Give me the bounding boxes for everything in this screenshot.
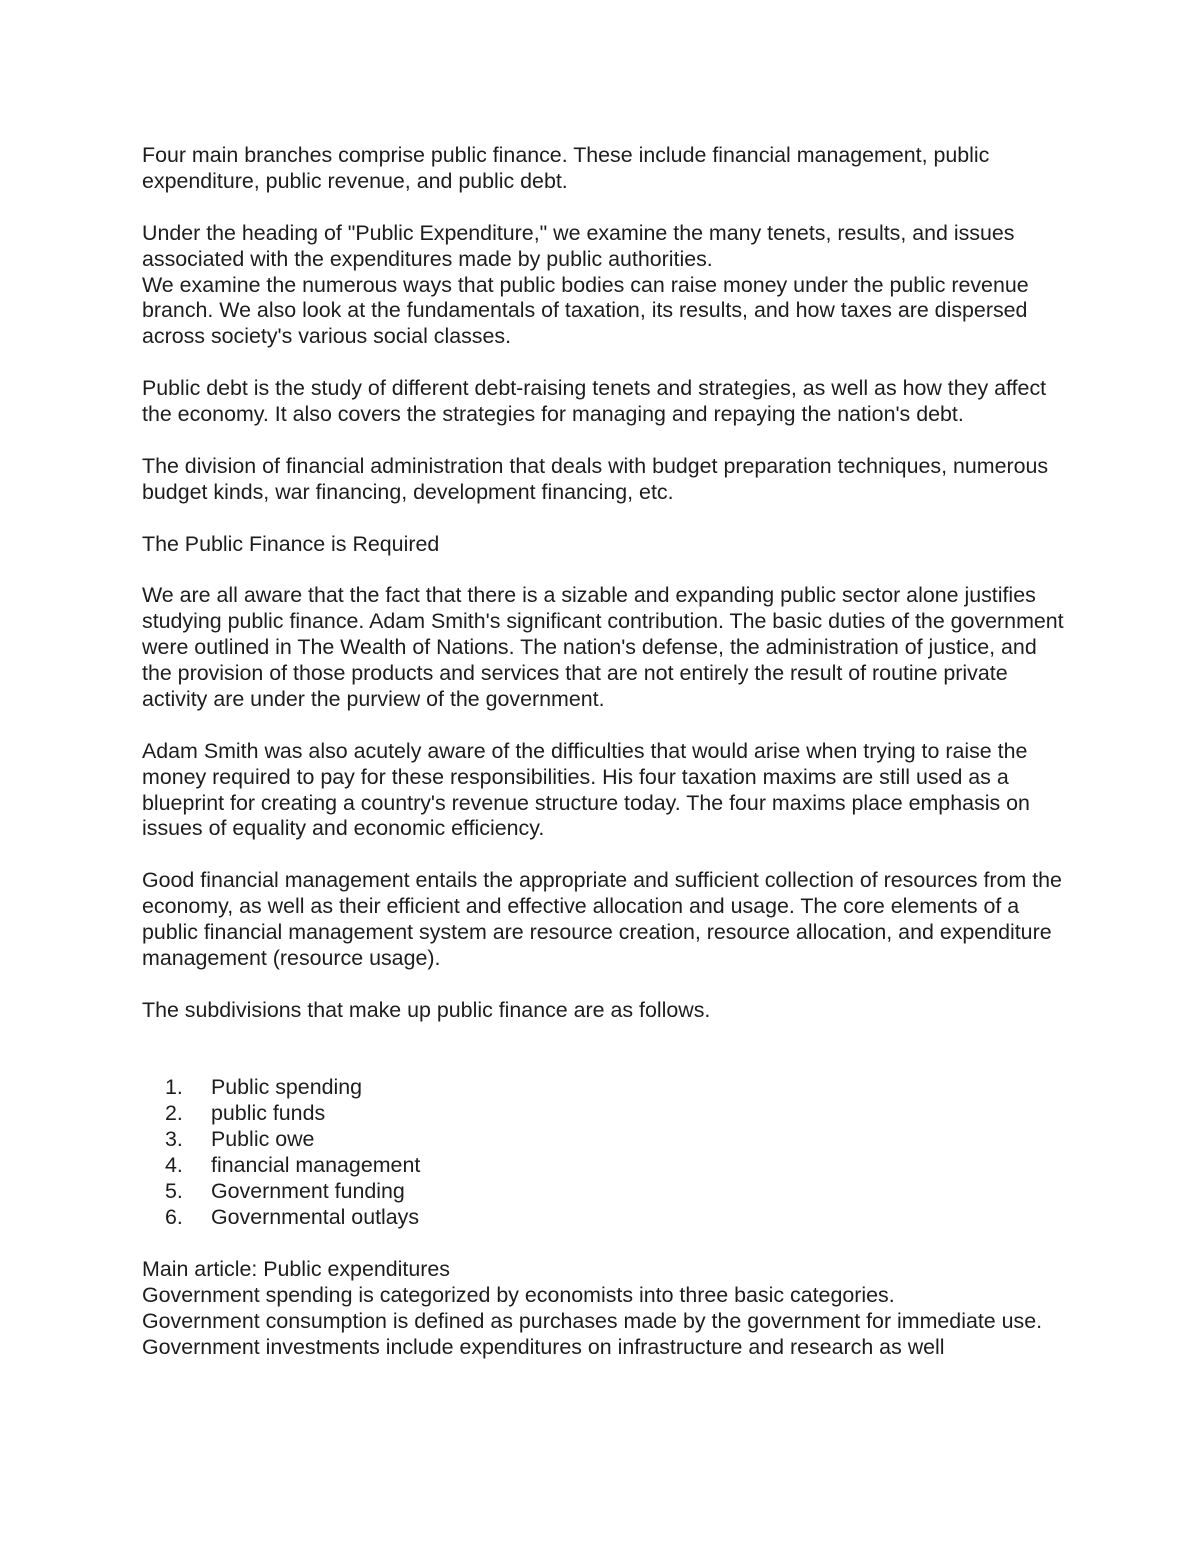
paragraph-public-debt: Public debt is the study of different debt-raising tenets and strategies, as well as how they affect the economy. It also covers the strategies for managing and repaying the nation's debt. xyxy=(142,376,1047,427)
subdivisions-list xyxy=(142,1075,1072,1230)
document-body xyxy=(142,143,1072,1360)
list-text: Public owe xyxy=(211,1127,315,1152)
list-text: Public spending xyxy=(211,1075,363,1100)
section-heading: The Public Finance is Required xyxy=(142,531,440,556)
list-text: public funds xyxy=(211,1101,326,1126)
list-text: financial management xyxy=(211,1153,421,1178)
list-item xyxy=(142,1127,1072,1153)
paragraph-adam-smith-contribution: We are all aware that the fact that there is a sizable and expanding public sector alone justifies studying public finance. Adam Smith's significant contribution. The basic duties of the government were outlined in The Wealth of Nations. The nation's defense, the administration of justice, and the provision of those products and services that are not entirely the result of routine private activity are under the purview of the government. xyxy=(142,583,1064,711)
list-item xyxy=(142,1101,1072,1127)
paragraph-taxation-maxims: Adam Smith was also acutely aware of the difficulties that would arise when trying to raise the money required to pay for these responsibilities. His four taxation maxims are still used as a blueprint for creating a country's revenue structure today. The four maxims place emphasis on issues of equality and economic efficiency. xyxy=(142,738,1030,841)
list-number: 4. xyxy=(165,1153,183,1178)
main-article-reference: Main article: Public expenditures xyxy=(142,1256,450,1281)
list-number: 3. xyxy=(165,1127,183,1152)
list-item xyxy=(142,1205,1072,1231)
list-item xyxy=(142,1153,1072,1179)
list-text: Governmental outlays xyxy=(211,1205,420,1230)
paragraph-subdivisions-intro: The subdivisions that make up public finance are as follows. xyxy=(142,997,711,1022)
paragraph-spending-categories: Government spending is categorized by economists into three basic categories. xyxy=(142,1282,895,1307)
list-number: 2. xyxy=(165,1101,183,1126)
paragraph-financial-administration: The division of financial administration that deals with budget preparation techniques, numerous budget kinds, war financing, development financing, etc. xyxy=(142,453,1049,504)
list-number: 1. xyxy=(165,1075,183,1100)
paragraph-public-revenue: We examine the numerous ways that public bodies can raise money under the public revenue branch. We also look at the fundamentals of taxation, its results, and how taxes are dispersed across society's various social classes. xyxy=(142,272,1029,349)
list-number: 5. xyxy=(165,1179,183,1204)
list-text: Government funding xyxy=(211,1179,405,1204)
paragraph-public-expenditure: Under the heading of "Public Expenditure," we examine the many tenets, results, and issues associated with the expenditures made by public authorities. xyxy=(142,220,1015,271)
list-item xyxy=(142,1075,1072,1101)
list-number: 6. xyxy=(165,1205,183,1230)
paragraph-financial-management: Good financial management entails the appropriate and sufficient collection of resources from the economy, as well as their efficient and effective allocation and usage. The core elements of a public financial management system are resource creation, resource allocation, and expenditure management (resource usage). xyxy=(142,868,1062,970)
paragraph-government-consumption: Government consumption is defined as purchases made by the government for immediate use. Government investments include expenditures on infrastructure and research as well xyxy=(142,1308,1043,1359)
paragraph-branches: Four main branches comprise public finance. These include financial management, public expenditure, public revenue, and public debt. xyxy=(142,143,990,193)
list-item xyxy=(142,1179,1072,1205)
